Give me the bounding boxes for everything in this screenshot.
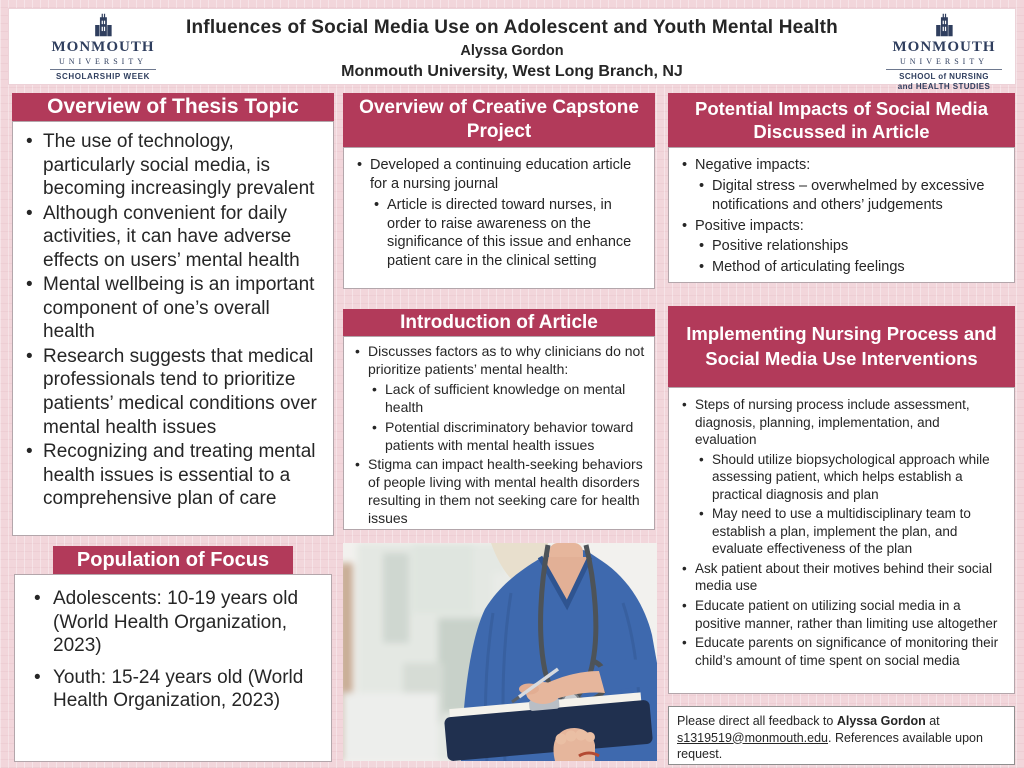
bullet-item [369,381,646,417]
poster-author: Alyssa Gordon [460,43,564,59]
bullet-dot: • [355,456,360,473]
feedback-text-pre: Please direct all feedback to [677,714,837,728]
bullet-item [679,597,1004,632]
bullet-dot: • [682,217,688,234]
bullet-dot: • [26,441,33,463]
section-title-population-of-focus: Population of Focus [53,546,293,574]
logo-right-tagline-2: and HEALTH STUDIES [897,81,991,91]
bullet-item [696,237,1004,256]
bullet-text: Educate parents on significance of monitoring their child’s amount of time spent on social media [695,635,999,668]
logo-left-name: MONMOUTH [51,39,155,55]
feedback-text-mid: at [925,714,940,728]
bullet-dot: • [374,196,380,213]
bullet-dot: • [682,635,687,651]
bullet-text: Article is directed toward nurses, in order to raise awareness on the significance of this issue and enhance patient care in the clinical setting [387,196,632,270]
bullet-dot: • [355,343,360,359]
bullet-dot: • [34,588,41,609]
monmouth-tower-icon [93,12,114,38]
bullet-text: Negative impacts: [695,157,811,173]
title-block [169,17,855,81]
section-body-overview-of-thesis-topic [12,121,334,536]
bullet-dot: • [682,560,687,576]
monmouth-nursing-school-logo [881,12,1007,91]
monmouth-tower-icon [934,12,955,38]
monmouth-scholarship-week-logo [45,12,161,82]
bullet-item [696,177,1004,215]
bullet-text: Should utilize biopsychological approach while assessing patient, which helps establish a practical diagnosis and plan [712,451,990,502]
bullet-text: Recognizing and treating mental health issues is essential to a comprehensive plan of care [43,441,316,510]
bullet-item [352,456,646,528]
bullet-dot: • [357,157,363,173]
bullet-dot: • [699,259,705,276]
bullet-text: Positive impacts: [695,217,804,234]
bullet-dot: • [699,451,704,467]
bullet-dot: • [699,238,705,255]
bullet-item [679,634,1004,669]
bullet-item [23,345,323,439]
bullet-text: May need to use a multidisciplinary team to establish a plan, implement the plan, and evaluate effectiveness of the plan [712,506,971,557]
header-band [8,8,1016,91]
feedback-author-name: Alyssa Gordon [836,714,926,728]
bullet-text: Youth: 15-24 years old (World Health Organization, 2023) [53,666,304,712]
bullet-dot: • [26,345,33,367]
bullet-item [696,258,1004,277]
bullet-item [369,419,646,455]
bullet-dot: • [26,131,33,152]
bullet-item [679,396,1004,449]
logo-left-university: UNIVERSITY [59,57,147,67]
bullet-text: Research suggests that medical professionals tend to prioritize patients’ medical conditions over mental health issues [43,345,317,438]
bullet-text: Discusses factors as to why clinicians do not prioritize patients’ mental health: [368,343,645,377]
bullet-dot: • [26,274,33,296]
bullet-dot: • [372,380,377,397]
bullet-text: Positive relationships [712,238,849,255]
logo-right-name: MONMOUTH [892,39,996,55]
nurse-photo [343,543,657,761]
bullet-item [354,156,644,194]
bullet-dot: • [699,506,704,522]
bullet-dot: • [699,177,705,194]
bullet-item [696,505,1004,558]
bullet-text: Adolescents: 10-19 years old (World Health Organization, 2023) [53,588,299,657]
bullet-text: The use of technology, particularly social media, is becoming increasingly prevalent [43,131,315,200]
bullet-text: Steps of nursing process include assessment, diagnosis, planning, implementation, and evaluation [695,397,970,448]
bullet-item [23,440,323,511]
section-title-overview-of-creative-capstone-project: Overview of Creative Capstone Project [343,93,655,147]
bullet-text: Method of articulating feelings [712,259,905,276]
logo-left-divider [50,69,157,70]
bullet-dot: • [682,157,688,173]
bullet-text: Lack of sufficient knowledge on mental health [385,380,626,415]
bullet-item [31,666,321,713]
bullet-dot: • [682,598,687,614]
bullet-item [696,451,1004,504]
bullet-text: Digital stress – overwhelmed by excessive notifications and others’ judgements [712,177,985,213]
bullet-text: Educate patient on utilizing social media in a positive manner, rather than limiting use altogether [695,598,998,631]
section-title-introduction-of-article: Introduction of Article [343,309,655,336]
feedback-note [668,706,1015,765]
logo-right-university: UNIVERSITY [900,57,988,67]
poster-title: Influences of Social Media Use on Adolescent and Youth Mental Health [186,17,838,38]
logo-right-tagline-1: SCHOOL of NURSING [899,72,989,82]
bullet-text: Although convenient for daily activities, it can have adverse effects on users’ mental health [43,202,300,271]
bullet-dot: • [26,202,33,224]
bullet-text: Potential discriminatory behavior toward patients with mental health issues [385,418,634,453]
feedback-text-post: . References available upon request. [677,730,983,761]
section-body-implementing-nursing-process [668,387,1015,694]
section-body-introduction-of-article [343,336,655,530]
bullet-item [23,273,323,344]
section-body-overview-of-creative-capstone-project [343,147,655,289]
bullet-text: Developed a continuing education article for a nursing journal [370,157,632,192]
bullet-dot: • [682,397,687,412]
bullet-dot: • [34,666,41,688]
bullet-item [679,156,1004,175]
bullet-item [23,130,323,201]
bullet-item [23,202,323,273]
bullet-item [352,343,646,379]
bullet-item [679,560,1004,595]
bullet-text: Stigma can impact health-seeking behaviors of people living with mental health disorders resulting in them not seeking care for health issues [368,456,643,527]
logo-left-tagline: SCHOLARSHIP WEEK [56,72,150,82]
section-body-population-of-focus [14,574,332,762]
poster-affiliation: Monmouth University, West Long Branch, NJ [341,63,683,80]
section-title-overview-of-thesis-topic: Overview of Thesis Topic [12,93,334,121]
bullet-item [679,217,1004,236]
bullet-item [31,587,321,658]
bullet-text: Ask patient about their motives behind their social media use [695,560,993,594]
bullet-dot: • [372,418,377,435]
nurse-clipboard-illustration [343,543,657,761]
logo-right-divider [886,69,1002,70]
feedback-email-link[interactable]: s1319519@monmouth.edu [677,730,828,745]
section-title-implementing-nursing-process: Implementing Nursing Process and Social Media Use Interventions [668,306,1015,387]
section-body-potential-impacts-of-social-media [668,147,1015,283]
bullet-item [371,196,644,271]
section-title-potential-impacts-of-social-media: Potential Impacts of Social Media Discussed in Article [668,93,1015,147]
bullet-text: Mental wellbeing is an important component of one’s overall health [43,274,315,343]
